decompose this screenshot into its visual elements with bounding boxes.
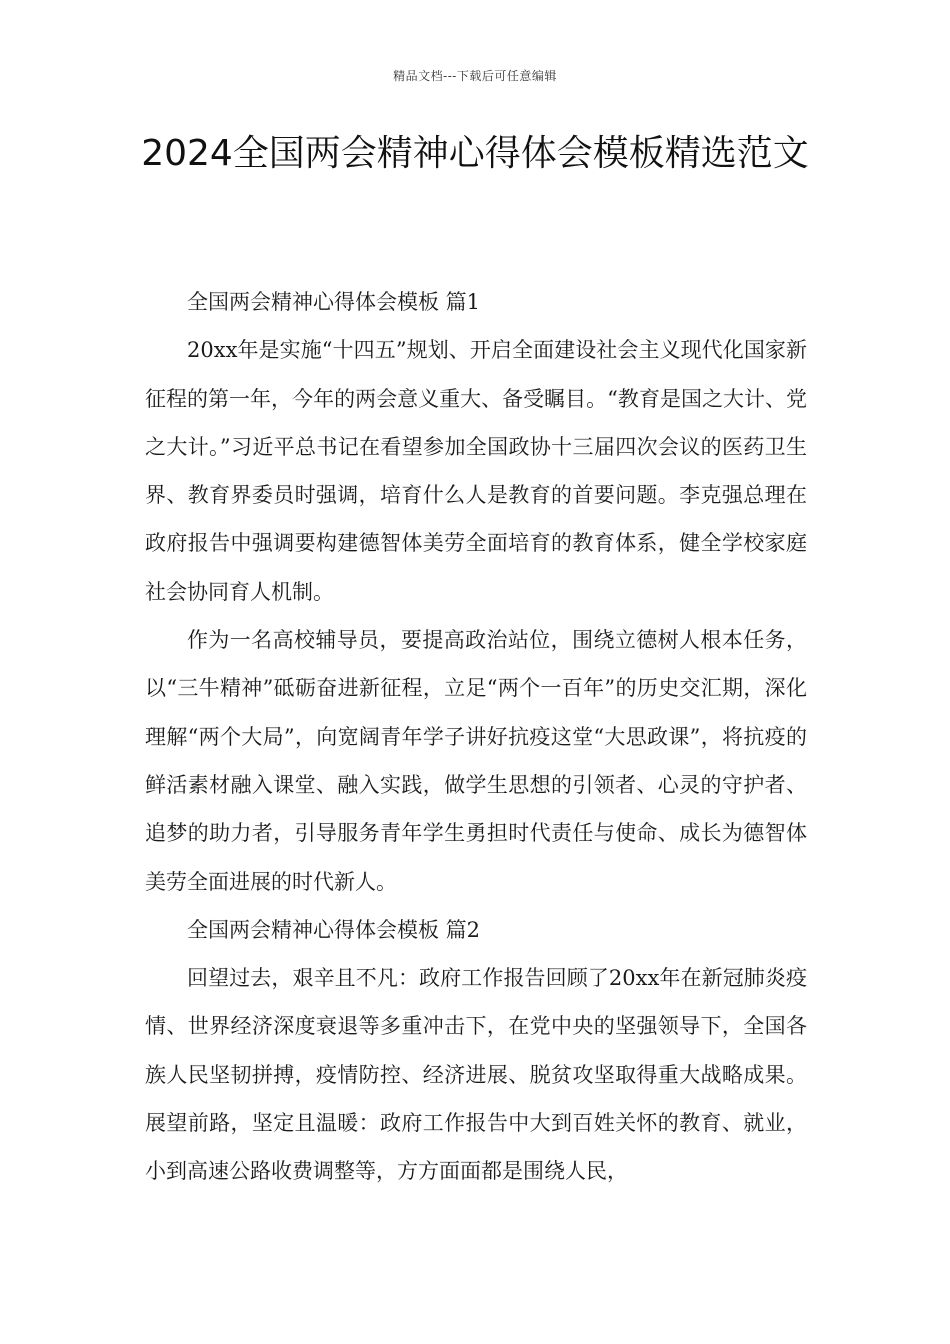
paragraph-1-2: 作为一名高校辅导员，要提高政治站位，围绕立德树人根本任务，以“三牛精神”砥砺奋进新征程，立足“两个一百年”的历史交汇期，深化理解“两个大局”，向宽阔青年学子讲好抗疫这堂“大思政课”，将抗疫的鲜活素材融入课堂、融入实践，做学生思想的引领者、心灵的守护者、追梦的助力者，引导服务青年学生勇担时代责任与使命、成长为德智体美劳全面进展的时代新人。 [145,628,807,894]
paragraph-2-1: 回望过去，艰辛且不凡：政府工作报告回顾了20xx年在新冠肺炎疫情、世界经济深度衰退等多重冲击下，在党中央的坚强领导下，全国各族人民坚韧拼搏，疫情防控、经济进展、脱贫攻坚取得重大战略成果。展望前路，坚定且温暖：政府工作报告中大到百姓关怀的教育、就业，小到高速公路收费调整等，方方面面都是围绕人民， [145,966,807,1184]
document-title: 2024全国两会精神心得体会模板精选范文 [141,133,809,174]
section-heading-2: 全国两会精神心得体会模板 篇2 [187,917,481,942]
paragraph-1-1: 20xx年是实施“十四五”规划、开启全面建设社会主义现代化国家新征程的第一年，今年的两会意义重大、备受瞩目。“教育是国之大计、党之大计。”习近平总书记在看望参加全国政协十三届四次会议的医药卫生界、教育界委员时强调，培育什么人是教育的首要问题。李克强总理在政府报告中强调要构建德智体美劳全面培育的教育体系，健全学校家庭社会协同育人机制。 [145,338,807,604]
document-body [145,278,807,1196]
section-heading-1: 全国两会精神心得体会模板 篇1 [187,290,481,314]
header-note: 精品文档---下载后可任意编辑 [393,69,557,83]
